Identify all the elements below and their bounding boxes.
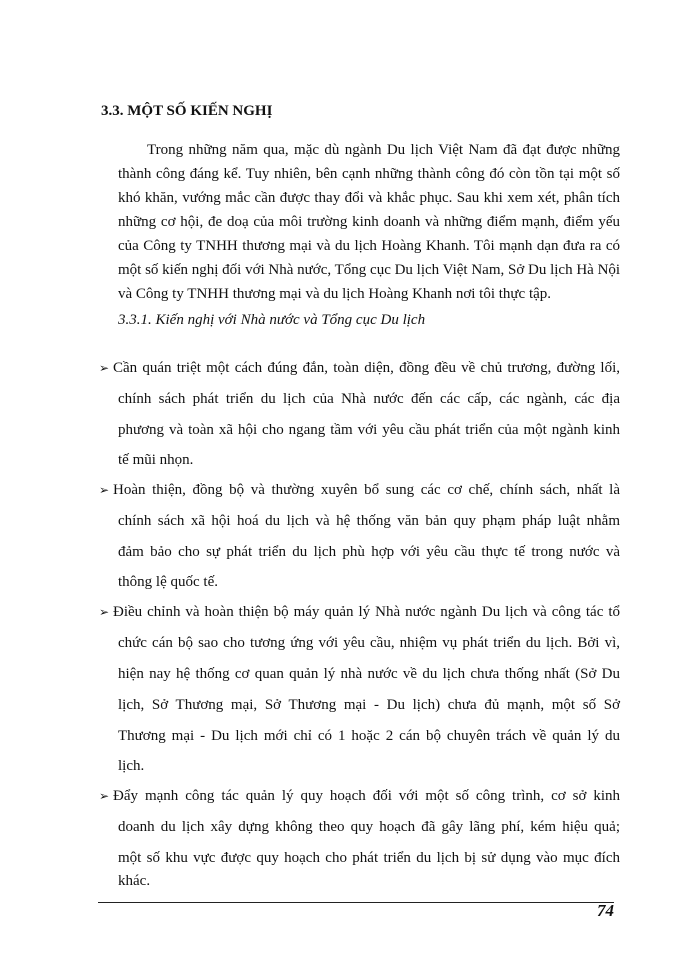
section-heading: 3.3. MỘT SỐ KIẾN NGHỊ: [101, 103, 273, 119]
bullet-continuation-line: chính sách phát triển du lịch của Nhà nước đến các cấp, các ngành, các địa: [118, 391, 620, 407]
bullet-line-1: [99, 360, 620, 377]
intro-line: khó khăn, vướng mắc cần được thay đổi và khắc phục. Sau khi xem xét, phân tích: [118, 190, 620, 206]
intro-line: những cơ hội, đe doạ của môi trường kinh doanh và những điểm mạnh, điểm yếu: [118, 214, 620, 230]
intro-line: và Công ty TNHH thương mại và du lịch Hoàng Khanh nơi tôi thực tập.: [118, 286, 552, 302]
bullet-text: Hoàn thiện, đồng bộ và thường xuyên bổ sung các cơ chế, chính sách, nhất là: [113, 482, 620, 498]
arrow-bullet-icon: ➢: [99, 789, 110, 803]
footer-divider: [98, 902, 614, 903]
bullet-continuation-line: thông lệ quốc tế.: [118, 574, 218, 590]
intro-line: một số kiến nghị đối với Nhà nước, Tổng cục Du lịch Việt Nam, Sở Du lịch Hà Nội: [118, 262, 621, 278]
bullet-continuation-line: tế mũi nhọn.: [118, 452, 194, 468]
page-number: 74: [597, 901, 614, 920]
arrow-bullet-icon: ➢: [99, 361, 110, 375]
intro-line: của Công ty TNHH thương mại và du lịch Hoàng Khanh. Tôi mạnh dạn đưa ra có: [118, 238, 620, 254]
bullet-continuation-line: lịch, Sở Thương mại, Sở Thương mại - Du lịch) chưa đủ mạnh, một số Sở: [118, 697, 620, 713]
arrow-bullet-icon: ➢: [99, 605, 110, 619]
intro-line: Trong những năm qua, mặc dù ngành Du lịch Việt Nam đã đạt được những: [147, 142, 620, 158]
bullet-text: Đẩy mạnh công tác quản lý quy hoạch đối với một số công trình, cơ sở kinh: [113, 788, 620, 804]
bullet-continuation-line: hiện nay hệ thống cơ quan quản lý nhà nước về du lịch chưa thống nhất (Sở Du: [118, 666, 620, 682]
bullet-line-3: [99, 604, 620, 621]
bullet-text: Điều chỉnh và hoàn thiện bộ máy quản lý Nhà nước ngành Du lịch và công tác tổ: [113, 604, 620, 620]
bullet-continuation-line: khác.: [118, 873, 151, 889]
bullet-line-4: [99, 788, 620, 805]
subsection-heading: 3.3.1. Kiến nghị với Nhà nước và Tổng cục Du lịch: [118, 312, 426, 328]
bullet-continuation-line: đảm bảo cho sự phát triển du lịch phù hợp với yêu cầu thực tế trong nước và: [118, 544, 620, 560]
bullet-continuation-line: phương và toàn xã hội cho ngang tầm với yêu cầu phát triển của một ngành kinh: [118, 422, 620, 438]
bullet-text: Cần quán triệt một cách đúng đắn, toàn diện, đồng đều về chủ trương, đường lối,: [113, 360, 620, 376]
bullet-continuation-line: một số khu vực được quy hoạch cho phát triển du lịch bị sử dụng vào mục đích: [118, 850, 620, 866]
intro-line: thành công đáng kể. Tuy nhiên, bên cạnh những thành công đó còn tồn tại một số: [118, 166, 620, 182]
bullet-continuation-line: lịch.: [118, 758, 145, 774]
bullet-line-2: [99, 482, 620, 499]
bullet-continuation-line: Thương mại - Du lịch mới chỉ có 1 hoặc 2 cán bộ chuyên trách về quản lý du: [118, 728, 620, 744]
arrow-bullet-icon: ➢: [99, 483, 110, 497]
bullet-continuation-line: chức cán bộ sao cho tương ứng với yêu cầu, nhiệm vụ phát triển du lịch. Bởi vì,: [118, 635, 620, 651]
bullet-continuation-line: chính sách xã hội hoá du lịch và hệ thống văn bản quy phạm pháp luật nhằm: [118, 513, 620, 529]
bullet-continuation-line: doanh du lịch xây dựng không theo quy hoạch đã gây lãng phí, kém hiệu quả;: [118, 819, 620, 835]
